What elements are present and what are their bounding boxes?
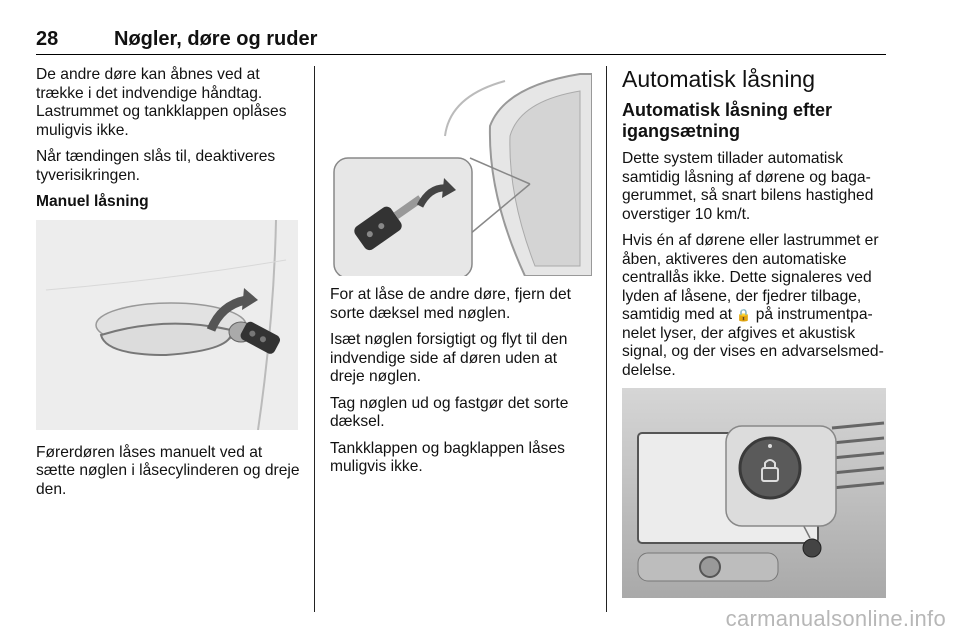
page-number: 28: [36, 28, 59, 50]
paragraph: Dette system tillader automatisk samtidig låsning af dørene og bagagerummet, så snart bilens hastighed overstiger 10 km/t.: [622, 150, 874, 223]
paragraph: Tankklappen og bagklappen låses muligvis ikke.: [330, 439, 565, 475]
door-handle-key-illustration: [36, 220, 298, 430]
page-header: [36, 26, 886, 55]
central-lock-button-illustration: [622, 388, 886, 598]
section-subheading: Automatisk låsning efter igangsætning: [622, 100, 833, 141]
paragraph: Tag nøglen ud og fastgør det sorte dæksel.: [330, 394, 569, 430]
paragraph: De andre døre kan åbnes ved at trække i det indvendige håndtag. Lastrummet og tankklappen oplåses muligvis ikke.: [36, 66, 287, 139]
figure-caption: Førerdøren låses manuelt ved at sætte nøglen i låsecylinderen og dreje den.: [36, 443, 300, 498]
subheading: Manuel låsning: [36, 193, 149, 210]
paragraph: Hvis én af dørene eller lastrummet er åben, aktiveres den automatiske centrallås ikke. Dette signaleres ved lyden af låsene, der fjedrer tilbage, samtidig med at 🔒 på instrumentpanelet lyser, der afgives et akustisk signal, og der vises en advarselsmeddelelse.: [622, 232, 884, 379]
column-divider: [606, 66, 607, 612]
paragraph: Når tændingen slås til, deaktiveres tyverisikringen.: [36, 148, 276, 184]
watermark: carmanualsonline.info: [725, 606, 946, 631]
door-lock-cover-illustration: [330, 66, 592, 276]
column-divider: [314, 66, 315, 612]
column-3: [622, 66, 892, 598]
paragraph: For at låse de andre døre, fjern det sorte dæksel med nøglen.: [330, 286, 571, 322]
section-heading: Automatisk låsning: [622, 66, 816, 92]
page-title: Nøgler, døre og ruder: [114, 28, 318, 50]
column-2: [330, 66, 590, 485]
column-1: [36, 66, 302, 507]
lock-warning-icon: 🔒: [736, 308, 752, 322]
paragraph: Isæt nøglen forsigtigt og flyt til den indvendige side af døren uden at dreje nøglen.: [330, 331, 568, 385]
